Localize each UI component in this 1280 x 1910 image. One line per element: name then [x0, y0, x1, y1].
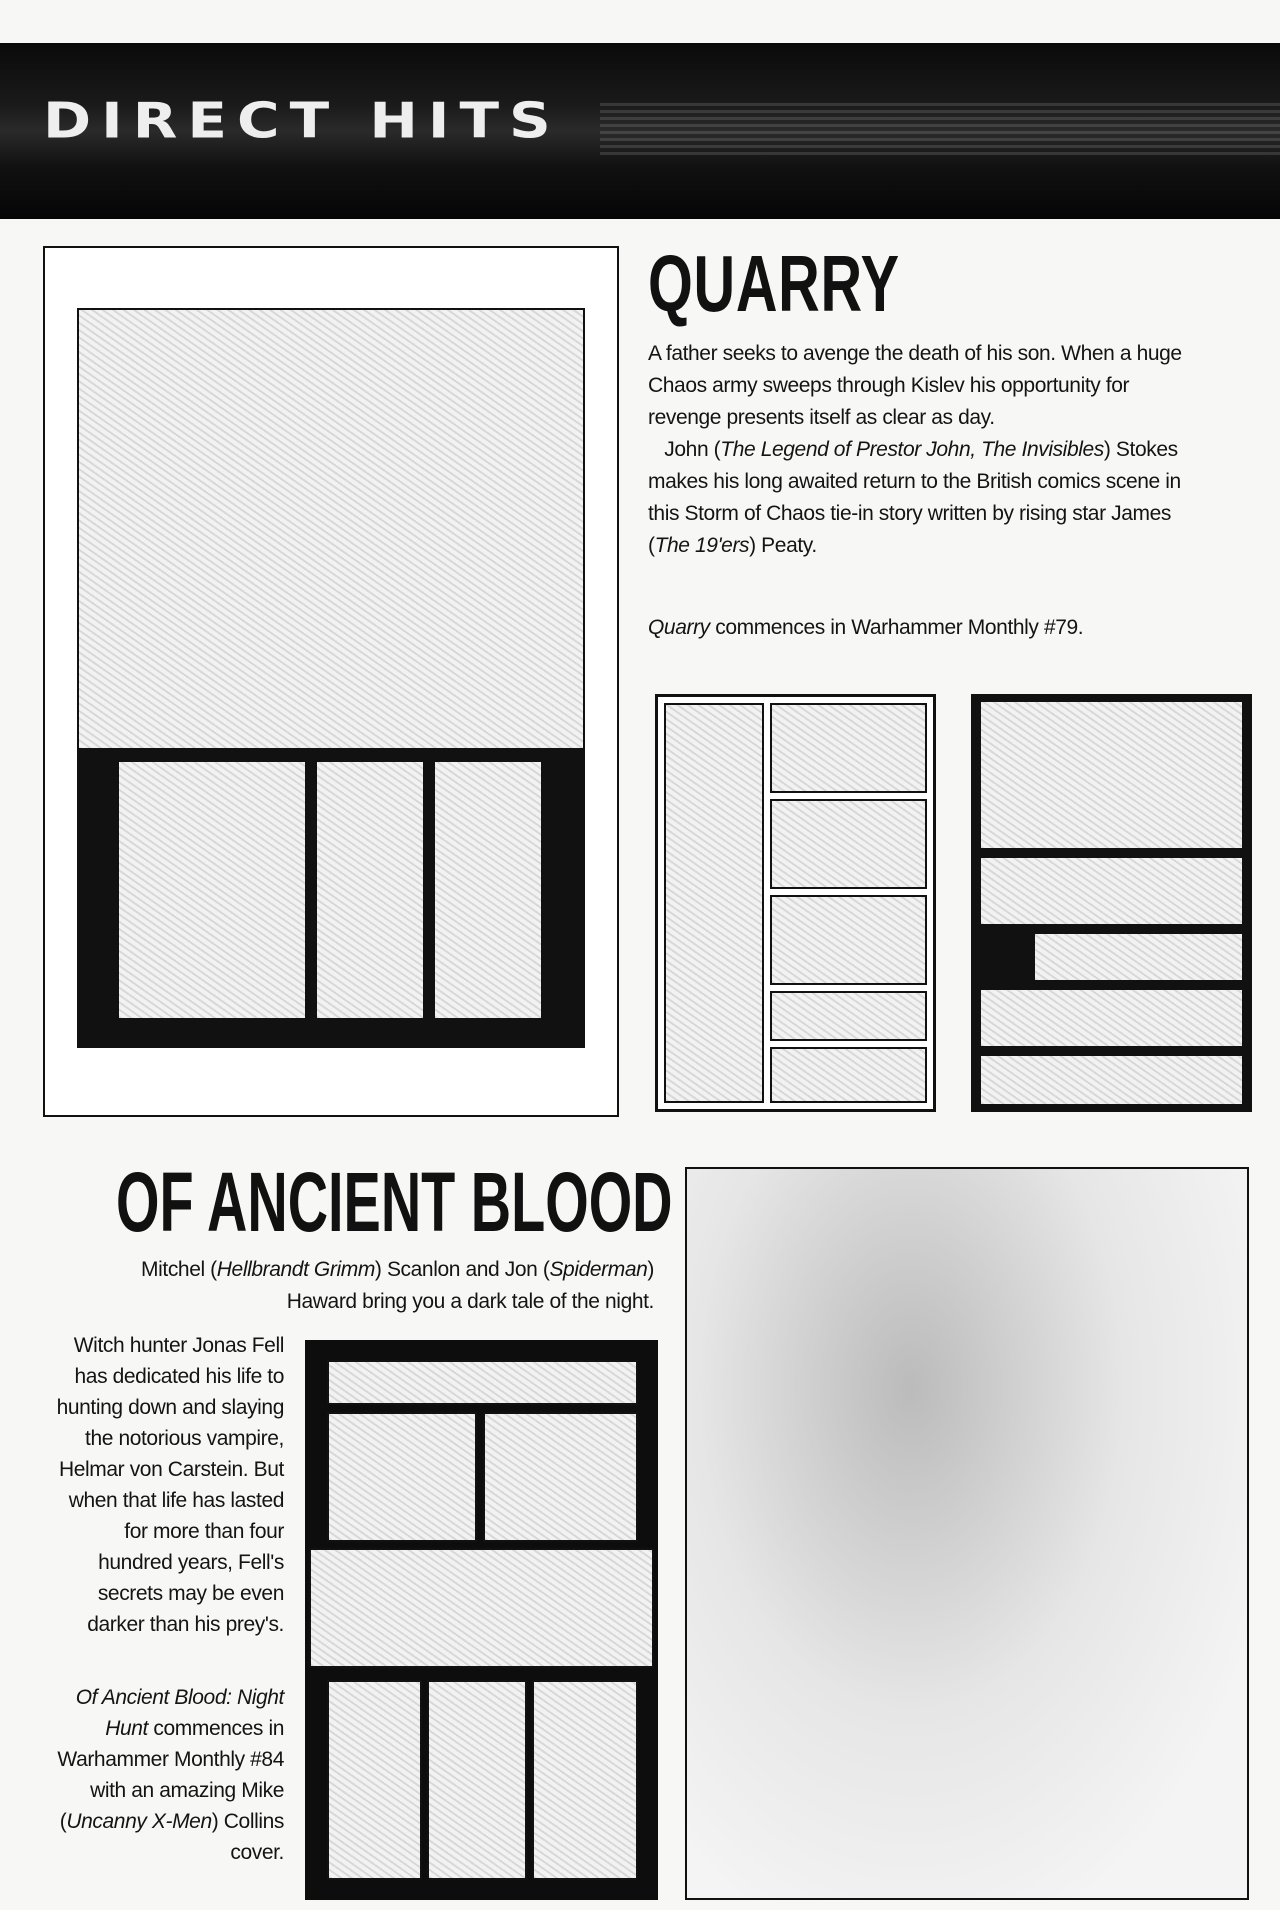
text-segment: darker than his prey's. — [87, 1613, 284, 1636]
text-segment: this Storm of Chaos tie-in story written by rising star James — [648, 502, 1171, 525]
text-line — [57, 1454, 284, 1485]
text-line — [648, 612, 1083, 644]
text-segment: hunting down and slaying — [56, 1396, 284, 1419]
text-segment: cover. — [230, 1841, 284, 1864]
tavern-panel — [483, 1412, 638, 1542]
text-line — [57, 1547, 284, 1578]
battle-scene-panel — [77, 308, 585, 758]
text-line — [648, 498, 1182, 530]
text-segment: ) — [647, 1258, 654, 1281]
text-segment: with an amazing Mike — [90, 1779, 284, 1802]
quarry-page-thumbnail-2 — [971, 694, 1252, 1112]
text-line — [648, 434, 1182, 466]
text-segment: revenge presents itself as clear as day. — [648, 406, 995, 429]
text-segment: when that life has lasted — [68, 1489, 284, 1512]
text-segment: hundred years, Fell's — [98, 1551, 284, 1574]
panel — [979, 988, 1244, 1048]
army-march-panel — [979, 700, 1244, 850]
italic-title-text: Hunt — [105, 1717, 148, 1740]
text-segment: has dedicated his life to — [74, 1365, 284, 1388]
text-line — [57, 1837, 284, 1868]
text-segment: Warhammer Monthly #84 — [57, 1748, 284, 1771]
text-line — [57, 1682, 284, 1713]
italic-title-text: Quarry — [648, 616, 710, 639]
text-segment: ( — [59, 1810, 67, 1833]
text-line — [57, 1578, 284, 1609]
panel — [1033, 932, 1244, 982]
text-line — [57, 1485, 284, 1516]
quarry-title: QUARRY — [648, 239, 900, 328]
ancient-blood-credits — [141, 1254, 654, 1318]
text-line — [57, 1361, 284, 1392]
text-segment: makes his long awaited return to the British comics scene in — [648, 470, 1181, 493]
vampire-pencil-artwork — [685, 1167, 1249, 1900]
quarry-main-artwork — [43, 246, 619, 1117]
panel — [427, 1680, 527, 1880]
vampire-eyes-panel — [327, 1360, 638, 1405]
quarry-description — [648, 338, 1182, 562]
italic-title-text: Spiderman — [549, 1258, 648, 1281]
panel — [327, 1680, 422, 1880]
panel — [770, 991, 927, 1041]
text-line — [57, 1744, 284, 1775]
ancient-blood-comic-page — [305, 1340, 658, 1900]
text-line — [141, 1286, 654, 1318]
text-line — [141, 1254, 654, 1286]
text-segment: Haward bring you a dark tale of the night. — [286, 1290, 654, 1313]
ancient-blood-release-note — [57, 1682, 284, 1868]
fight-panel — [315, 760, 425, 1020]
text-segment: the notorious vampire, — [85, 1427, 284, 1450]
text-line — [648, 338, 1182, 370]
section-title: DIRECT HITS — [43, 91, 561, 150]
text-line — [648, 466, 1182, 498]
text-segment: Helmar von Carstein. But — [59, 1458, 284, 1481]
text-segment: ) Stokes — [1103, 438, 1178, 461]
panel — [770, 703, 927, 793]
panel — [770, 895, 927, 985]
quarry-release-note — [648, 612, 1083, 644]
text-segment: Witch hunter Jonas Fell — [73, 1334, 284, 1357]
text-segment: A father seeks to avenge the death of his son. When a huge — [648, 342, 1182, 365]
text-segment: John ( — [648, 438, 721, 461]
text-segment: Chaos army sweeps through Kislev his opportunity for — [648, 374, 1130, 397]
text-line — [57, 1713, 284, 1744]
text-segment: Mitchel ( — [141, 1258, 217, 1281]
warrior-panel — [117, 760, 307, 1020]
text-segment: ) Peaty. — [749, 534, 817, 557]
italic-title-text: Hellbrandt Grimm — [216, 1258, 375, 1281]
italic-title-text: Of Ancient Blood: Night — [75, 1686, 284, 1709]
town-panel — [664, 703, 764, 1103]
text-line — [57, 1423, 284, 1454]
text-line — [57, 1775, 284, 1806]
panel — [770, 799, 927, 889]
text-line — [57, 1516, 284, 1547]
text-segment: commences in Warhammer Monthly #79. — [709, 616, 1084, 639]
text-segment: ) Collins — [211, 1810, 284, 1833]
barmaid-panel — [309, 1548, 654, 1668]
text-line — [648, 402, 1182, 434]
chess-panel — [327, 1412, 477, 1542]
italic-title-text: The 19'ers — [654, 534, 750, 557]
italic-title-text: Uncanny X-Men — [66, 1810, 212, 1833]
quarry-page-thumbnail-1 — [655, 694, 936, 1112]
text-line — [57, 1609, 284, 1640]
text-line — [57, 1330, 284, 1361]
banner-streak-decoration — [600, 103, 1280, 159]
panel — [979, 1054, 1244, 1106]
italic-title-text: The Legend of Prestor John, The Invisibles — [720, 438, 1104, 461]
text-line — [648, 530, 1182, 562]
text-segment: commences in — [147, 1717, 284, 1740]
panel — [770, 1047, 927, 1103]
text-segment: secrets may be even — [97, 1582, 284, 1605]
face-panel — [433, 760, 543, 1020]
ancient-blood-title: OF ANCIENT BLOOD — [116, 1155, 673, 1249]
panel — [532, 1680, 638, 1880]
text-segment: ) Scanlon and Jon ( — [374, 1258, 550, 1281]
text-line — [57, 1392, 284, 1423]
panel-strip — [77, 748, 585, 1048]
panel — [979, 856, 1244, 926]
text-line — [648, 370, 1182, 402]
text-line — [57, 1806, 284, 1837]
ancient-blood-description — [57, 1330, 284, 1640]
text-segment: ( — [648, 534, 655, 557]
text-segment: for more than four — [124, 1520, 284, 1543]
